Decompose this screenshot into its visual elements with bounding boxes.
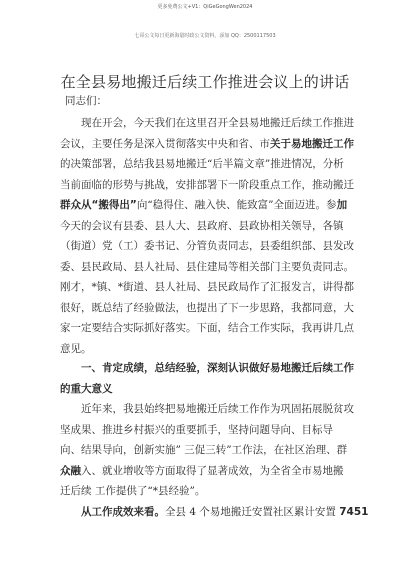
- bold-number: 7451: [339, 506, 369, 518]
- bold-span: 关于易地搬迁工作: [270, 137, 354, 150]
- bold-span: 众融: [60, 464, 81, 477]
- header-note: 更多免费公文+V1：QiGeGongWen2024: [157, 4, 253, 10]
- text-line: [60, 461, 362, 482]
- text-line: 的决策部署，总结我县易地搬迁“后半篇文章”推进情况，分析: [60, 158, 344, 170]
- text-span: 全县 4 个易地搬迁安置社区累计安置: [165, 506, 340, 518]
- text-line: （街道）党（工）委书记、分管负责同志，县委组织部、县发改: [60, 240, 354, 252]
- salutation: 同志们：: [65, 95, 107, 107]
- bold-span: 群众从“搬得出”: [60, 199, 137, 211]
- text-span: 入、就业增收等方面取得了显著成效，为全省全市易地搬: [81, 464, 344, 477]
- text-span: 向“稳得住、融入快、能致富”全面迈进。参: [136, 199, 337, 211]
- text-line: 坚成果、推进乡村振兴的重要抓手，坚持问题导向、目标导: [60, 423, 333, 436]
- text-line: 迁后续 工作提供了“*县经验”。: [60, 485, 206, 497]
- text-line: 今天的会议有县委、县人大、县政府、县政协相关领导，各镇: [60, 219, 344, 232]
- text-line: [60, 502, 369, 523]
- text-line: 意见。: [60, 342, 92, 355]
- text-line: [60, 195, 362, 216]
- bold-span: 从工作成效来看。: [81, 506, 165, 518]
- text-line: 委、县民政局、县人社局、县住建局等相关部门主要负责同志。: [60, 260, 354, 273]
- subscribe-note: 七哥公文每日更新海量时政公文资料，添加 QQ：2500117503: [134, 33, 276, 39]
- paragraph-results: [60, 502, 369, 523]
- paragraph-intro: [60, 113, 362, 359]
- text-line: 很好，既总结了经验做法，也提出了下一步思路，我都同意，大: [60, 301, 354, 314]
- text-line: 刚才，*镇、*街道、县人社局、县民政局作了汇报发言，讲得都: [60, 281, 354, 293]
- text-line: 近年来，我县始终把易地搬迁后续工作作为巩固拓展脱贫攻: [81, 403, 354, 415]
- heading-line: 一、肯定成绩，总结经验，深刻认识做好易地搬迁后续工作: [81, 362, 354, 374]
- paragraph-achievements: [60, 399, 362, 502]
- text-line: 家一定要结合实际抓好落实。下面，结合工作实际，我再讲几点: [60, 322, 354, 334]
- text-line: 向、结果导向，创新实施” 三促三转”工作法，在社区治理、群: [60, 444, 348, 456]
- text-line: 当前面临的形势与挑战，安排部署下一阶段重点工作，推动搬迁: [60, 178, 354, 191]
- section-heading-1: [60, 358, 362, 399]
- text-span: 会议，主要任务是深入贯彻落实中央和省、市: [60, 137, 270, 150]
- text-line: [60, 134, 362, 155]
- text-line: 现在开会，今天我们在这里召开全县易地搬迁后续工作推进: [81, 117, 354, 129]
- heading-line: 的重大意义: [60, 382, 113, 395]
- document-title: 在全县易地搬迁后续工作推进会议上的讲话: [60, 73, 350, 91]
- bold-span: 加: [336, 199, 348, 211]
